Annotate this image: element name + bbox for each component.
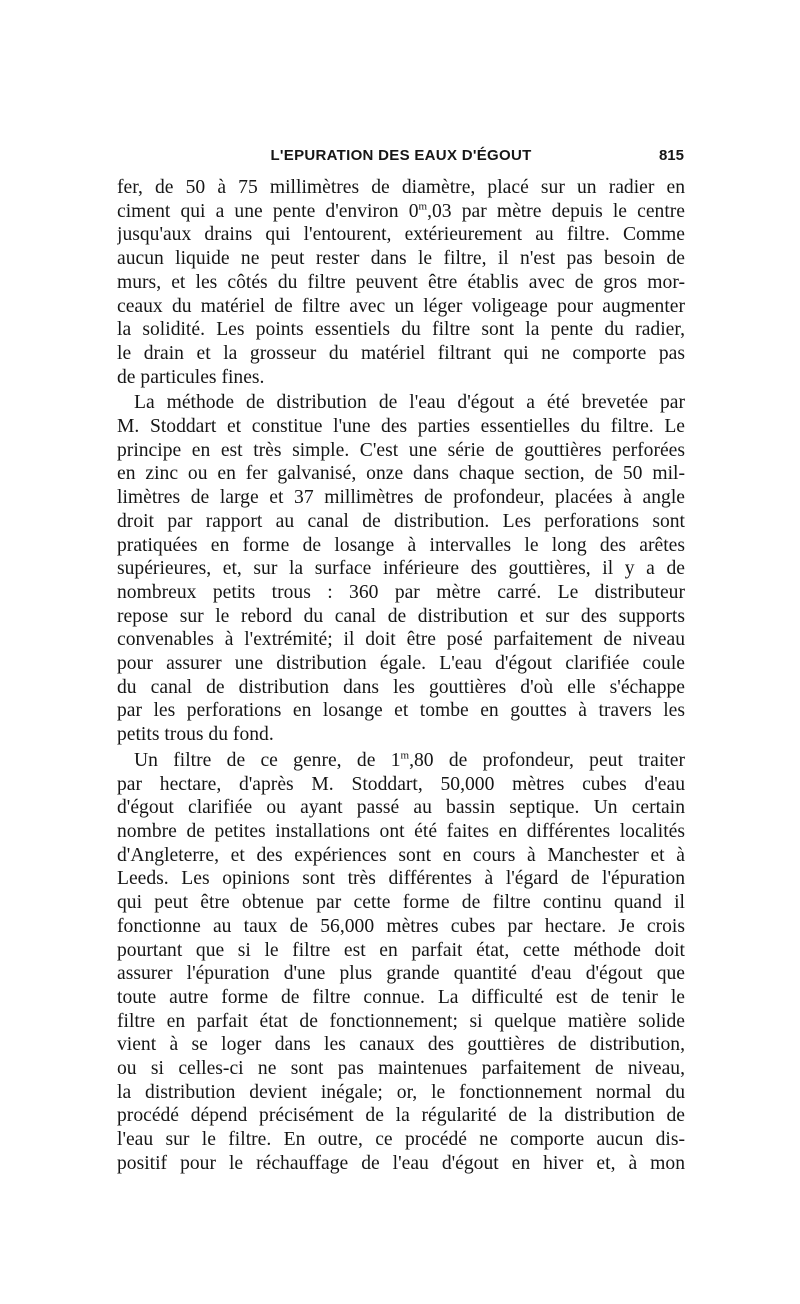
paragraph-1 xyxy=(117,176,685,389)
text-line: murs, et les côtés du filtre peuvent être établis avec de gros mor- xyxy=(117,271,685,293)
text-line: M. Stoddart et constitue l'une des parties essentielles du filtre. Le xyxy=(117,416,685,438)
text-line: principe en est très simple. C'est une série de gouttières perforées xyxy=(117,439,685,461)
text-line: positif pour le réchauffage de l'eau d'égout en hiver et, à mon xyxy=(117,1152,685,1174)
text-line: de particules fines. xyxy=(117,366,265,388)
text-line: limètres de large et 37 millimètres de profondeur, placées à angle xyxy=(117,487,685,509)
text-line: fonctionne au taux de 56,000 mètres cubes par hectare. Je crois xyxy=(117,915,685,937)
text-line: La méthode de distribution de l'eau d'égout a été brevetée par xyxy=(134,392,685,414)
text-line: aucun liquide ne peut rester dans le filtre, il n'est pas besoin de xyxy=(117,248,685,270)
text-line: ceaux du matériel de filtre avec un léger voligeage pour augmenter xyxy=(117,295,685,317)
text-line: toute autre forme de filtre connue. La difficulté est de tenir le xyxy=(117,986,685,1008)
text-line: la distribution devient inégale; or, le fonctionnement normal du xyxy=(117,1081,685,1103)
text-line: d'égout clarifiée ou ayant passé au bassin septique. Un certain xyxy=(117,797,685,819)
text-line: par hectare, d'après M. Stoddart, 50,000 mètres cubes d'eau xyxy=(117,773,685,795)
text-line: filtre en parfait état de fonctionnement; si quelque matière solide xyxy=(117,1010,685,1032)
text-line: Leeds. Les opinions sont très différentes à l'égard de l'épuration xyxy=(117,868,685,890)
body-text xyxy=(117,176,685,1176)
text-line: convenables à l'extrémité; il doit être posé parfaitement de niveau xyxy=(117,629,685,651)
text-line: pourtant que si le filtre est en parfait état, cette méthode doit xyxy=(117,939,685,961)
text-line: fer, de 50 à 75 millimètres de diamètre, placé sur un radier en xyxy=(117,177,685,198)
text-line: droit par rapport au canal de distribution. Les perforations sont xyxy=(117,510,685,532)
text-line: jusqu'aux drains qui l'entourent, extérieurement au filtre. Comme xyxy=(117,224,685,246)
text-line: la solidité. Les points essentiels du filtre sont la pente du radier, xyxy=(117,319,685,341)
text-line: ciment qui a une pente d'environ 0$^m$,03 par mètre depuis le centre xyxy=(117,200,685,222)
text-line: Un filtre de ce genre, de 1$^m$,80 de profondeur, peut traiter xyxy=(134,749,685,771)
running-head xyxy=(118,145,684,167)
text-line: vient à se loger dans les canaux des gouttières de distribution, xyxy=(117,1034,685,1056)
text-line: pour assurer une distribution égale. L'eau d'égout clarifiée coule xyxy=(117,653,685,675)
text-line: le drain et la grosseur du matériel filtrant qui ne comporte pas xyxy=(117,342,685,364)
text-line: l'eau sur le filtre. En outre, ce procédé ne comporte aucun dis- xyxy=(117,1129,685,1151)
text-line: du canal de distribution dans les gouttières d'où elle s'échappe xyxy=(117,676,685,698)
text-line: petits trous du fond. xyxy=(117,724,274,746)
paragraph-2 xyxy=(117,391,685,747)
text-line: en zinc ou en fer galvanisé, onze dans chaque section, de 50 mil- xyxy=(117,463,685,485)
text-line: nombre de petites installations ont été faites en différentes localités xyxy=(117,820,685,842)
text-line: pratiquées en forme de losange à intervalles le long des arêtes xyxy=(117,534,685,556)
text-line: qui peut être obtenue par cette forme de filtre continu quand il xyxy=(117,892,685,914)
paragraph-3 xyxy=(117,749,685,1176)
page-number: 815 xyxy=(658,147,684,164)
text-line: ou si celles-ci ne sont pas maintenues parfaitement de niveau, xyxy=(117,1058,685,1080)
running-title: L'EPURATION DES EAUX D'ÉGOUT xyxy=(270,147,532,164)
text-line: repose sur le rebord du canal de distribution et sur des supports xyxy=(117,605,685,627)
text-line: assurer l'épuration d'une plus grande quantité d'eau d'égout que xyxy=(117,963,685,985)
text-line: nombreux petits trous : 360 par mètre carré. Le distributeur xyxy=(117,581,685,603)
text-line: supérieures, et, sur la surface inférieure des gouttières, il y a de xyxy=(117,558,685,580)
text-line: d'Angleterre, et des expériences sont en cours à Manchester et à xyxy=(117,844,685,866)
text-line: par les perforations en losange et tombe en gouttes à travers les xyxy=(117,700,685,722)
text-line: procédé dépend précisément de la régularité de la distribution de xyxy=(117,1105,685,1127)
